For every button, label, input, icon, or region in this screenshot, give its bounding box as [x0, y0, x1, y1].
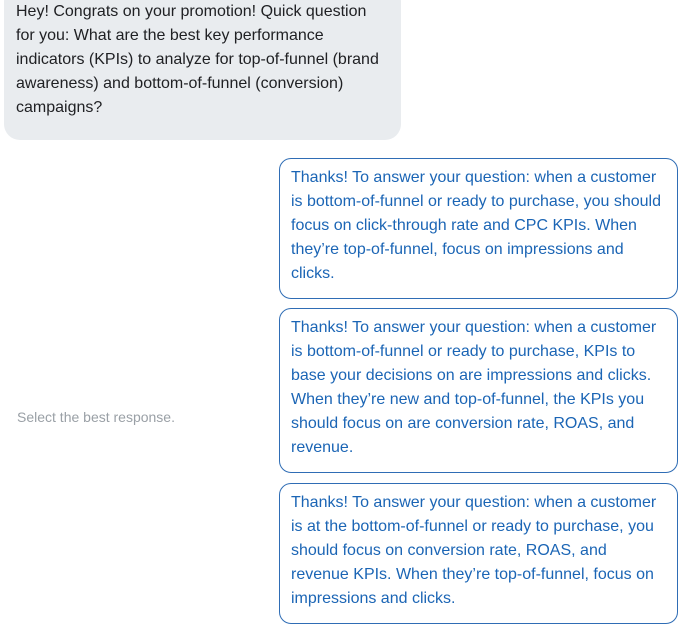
instruction-text: Select the best response.	[17, 409, 175, 425]
response-option-3[interactable]: Thanks! To answer your question: when a customer is at the bottom-of-funnel or ready to purchase, you should focus on conversion rate, ROAS, and revenue KPIs. When they’re top-of-funnel, focus on impressions and clicks.	[279, 483, 678, 624]
response-option-1[interactable]: Thanks! To answer your question: when a customer is bottom-of-funnel or ready to purchase, you should focus on click-through rate and CPC KPIs. When they’re top-of-funnel, focus on impressions and clicks.	[279, 158, 678, 299]
response-option-2[interactable]: Thanks! To answer your question: when a customer is bottom-of-funnel or ready to purchase, KPIs to base your decisions on are impressions and clicks. When they’re new and top-of-funnel, the KPIs you should focus on are conversion rate, ROAS, and revenue.	[279, 308, 678, 473]
question-bubble: Hey! Congrats on your promotion! Quick question for you: What are the best key performance indicators (KPIs) to analyze for top-of-funnel (brand awareness) and bottom-of-funnel (conversion) campaigns?	[4, 0, 401, 140]
